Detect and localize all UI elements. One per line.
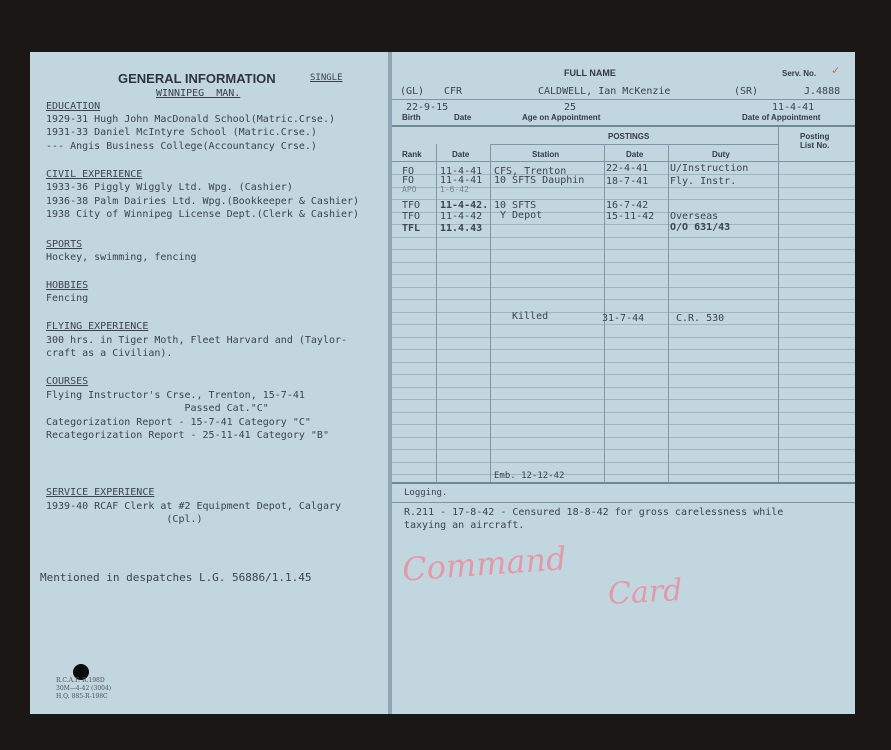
service-experience-line: (Cpl.) [46,514,203,525]
rule [392,161,855,162]
rule [392,482,855,484]
civil-experience-heading: CIVIL EXPERIENCE [46,169,143,180]
row-date: 11-4-42 [440,211,483,222]
column-rule [436,144,437,482]
postings-heading: POSTINGS [608,132,650,141]
courses-line: Flying Instructor's Crse., Trenton, 15-7-41 [46,390,305,401]
civil-experience-line: 1933-36 Piggly Wiggly Ltd. Wpg. (Cashier) [46,182,293,193]
row-date2: 22-4-41 [606,163,649,174]
grid-rule [392,299,855,300]
grid-rule [392,424,855,425]
mentioned-in-despatches: Mentioned in despatches L.G. 56886/1.1.45 [40,571,312,584]
form-code-line: R.C.A.F. R.198D [56,677,105,684]
killed-reference: C.R. 530 [676,313,725,324]
date2-column-heading: Date [626,150,644,159]
grid-rule [392,274,855,275]
logging-line: taxying an aircraft. [404,520,525,531]
date-label: Date [454,113,472,122]
home-city: WINNIPEG MAN. [156,88,241,99]
row-station: Y Depot [500,210,543,221]
rule [392,125,855,127]
sports-line: Hockey, swimming, fencing [46,252,197,263]
flying-experience-line: craft as a Civilian). [46,348,173,359]
checkmark-icon: ✓ [832,63,840,77]
hobbies-line: Fencing [46,293,89,304]
handwritten-card: Card [607,573,684,612]
service-number: J.4888 [804,86,841,97]
record-card [30,52,855,714]
grid-rule [392,337,855,338]
flying-experience-heading: FLYING EXPERIENCE [46,321,149,332]
row-date2: 15-11-42 [606,211,655,222]
gl-code: (GL) [400,86,425,97]
row-rank: TFL [402,223,421,234]
education-heading: EDUCATION [46,101,101,112]
rank-column-heading: Rank [402,150,422,159]
grid-rule [392,287,855,288]
killed-date: 31-7-44 [602,313,645,324]
appointment-label: Date of Appointment [742,113,821,122]
civil-experience-line: 1938 City of Winnipeg License Dept.(Clerk & Cashier) [46,209,360,220]
row-rank: APO [402,185,417,194]
column-rule [490,144,491,482]
rule [392,502,855,503]
row-station: 10 SFTS [494,200,537,211]
sr-code: (SR) [734,86,759,97]
courses-line: Categorization Report - 15-7-41 Category "C" [46,417,311,428]
row-date: 11-4-41 [440,166,483,177]
courses-line: Recategorization Report - 25-11-41 Category "B" [46,430,329,441]
grid-rule [392,249,855,250]
civil-experience-line: 1936-38 Palm Dairies Ltd. Wpg.(Bookkeeper & Cashier) [46,196,360,207]
column-rule [668,144,669,482]
marital-status: SINGLE [310,73,343,83]
grid-rule [392,449,855,450]
form-code-line: H.Q. 885-R-198C [56,693,108,700]
date-column-heading: Date [452,150,470,159]
duty-column-heading: Duty [712,150,730,159]
row-date2: 18-7-41 [606,176,649,187]
grid-rule [392,437,855,438]
birth-date: 22-9-15 [406,102,449,113]
row-rank: FO [402,175,415,186]
column-rule [778,127,779,482]
courses-heading: COURSES [46,376,89,387]
grid-rule [392,237,855,238]
age-on-appointment: 25 [564,102,577,113]
courses-line: Passed Cat."C" [46,403,269,414]
serv-no-label: Serv. No. [782,69,817,78]
grid-rule [392,387,855,388]
grid-rule [392,349,855,350]
grid-rule [392,362,855,363]
sports-heading: SPORTS [46,239,83,250]
service-experience-heading: SERVICE EXPERIENCE [46,487,155,498]
row-duty: Overseas [670,211,719,222]
row-duty: U/Instruction [670,163,749,174]
grid-rule [392,324,855,325]
form-code-line: 30M—4-42 (3004) [56,685,112,692]
handwritten-command: Command [400,539,568,589]
form-code [56,677,111,701]
row-date2: 16-7-42 [606,200,649,211]
appointment-date: 11-4-41 [772,102,815,113]
grid-rule [392,412,855,413]
rule [490,144,778,145]
row-duty: O/O 631/43 [670,222,731,233]
full-name: CALDWELL, Ian McKenzie [538,86,671,97]
rank-abbreviation: CFR [444,86,463,97]
station-column-heading: Station [532,150,560,159]
education-line: 1929-31 Hugh John MacDonald School(Matric.Crse.) [46,114,335,125]
rule [392,99,855,100]
general-information-title: GENERAL INFORMATION [118,71,276,86]
age-label: Age on Appointment [522,113,601,122]
row-rank: TFO [402,211,421,222]
service-experience-line: 1939-40 RCAF Clerk at #2 Equipment Depot, Calgary [46,501,342,512]
logging-line: R.211 - 17-8-42 - Censured 18-8-42 for gross carelessness while [404,507,784,518]
row-rank: TFO [402,200,421,211]
flying-experience-line: 300 hrs. in Tiger Moth, Fleet Harvard and (Taylor- [46,335,348,346]
embarkation-entry: Emb. 12-12-42 [494,471,565,481]
row-rank: FO [402,166,415,177]
grid-rule [392,462,855,463]
logging-label: Logging. [404,488,448,498]
general-information-panel [30,52,388,714]
postings-panel [392,52,855,714]
grid-rule [392,262,855,263]
row-date: 11.4.43 [440,223,483,234]
grid-rule [392,474,855,475]
education-line: 1931-33 Daniel McIntyre School (Matric.Crse.) [46,127,317,138]
row-duty: Fly. Instr. [670,176,737,187]
row-date: 1-6-42 [440,185,469,194]
row-date: 11-4-42. [440,200,489,211]
killed-entry: Killed [512,311,549,322]
grid-rule [392,399,855,400]
education-line: --- Angis Business College(Accountancy Crse.) [46,141,317,152]
grid-rule [392,374,855,375]
row-station: 10 SFTS Dauphin [494,175,585,186]
row-date: 11-4-41 [440,175,483,186]
row-station: CFS, Trenton [494,166,567,177]
full-name-label: FULL NAME [564,68,616,78]
birth-label: Birth [402,113,421,122]
hobbies-heading: HOBBIES [46,280,89,291]
posting-list-heading: Posting List No. [800,132,830,150]
